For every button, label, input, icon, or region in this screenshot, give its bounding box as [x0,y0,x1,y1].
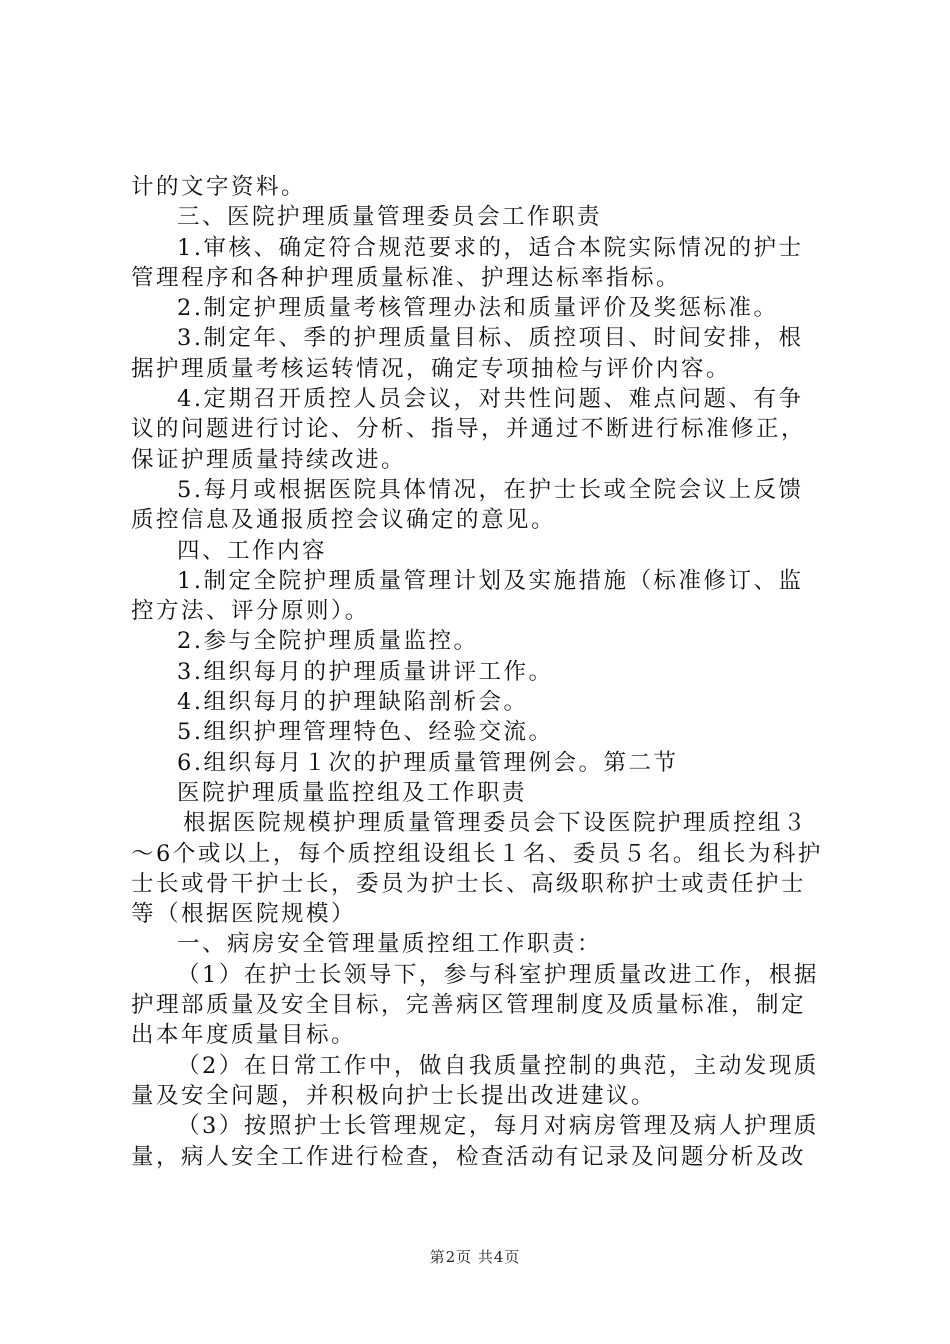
section-heading: 一、病房安全管理量质控组工作职责： [177,931,603,958]
text-line: （2）在日常工作中，做自我质量控制的典范，主动发现质 [177,1052,819,1079]
text-line: 6.组织每月１次的护理质量管理例会。第二节 [177,749,679,776]
text-line: 出本年度质量目标。 [131,1022,357,1049]
text-line: 据护理质量考核运转情况，确定专项抽检与评价内容。 [131,355,732,382]
section-heading: 医院护理质量监控组及工作职责 [177,779,528,806]
text-line: 3.组织每月的护理质量讲评工作。 [177,658,554,685]
text-line: 4.组织每月的护理缺陷剖析会。 [177,689,529,716]
text-line: 1.制定全院护理质量管理计划及实施措施（标准修订、监 [177,567,804,594]
text-line: 1.审核、确定符合规范要求的，适合本院实际情况的护士 [177,234,804,261]
text-line: 5.每月或根据医院具体情况，在护士长或全院会议上反馈 [177,476,804,503]
text-line: 等（根据医院规模） [131,901,357,928]
text-line: 士长或骨干护士长，委员为护士长、高级职称护士或责任护士 [131,870,807,897]
text-line: 4.定期召开质控人员会议，对共性问题、难点问题、有争 [177,386,804,413]
text-line: （1）在护士长领导下，参与科室护理质量改进工作，根据 [177,961,819,988]
text-line: 2.参与全院护理质量监控。 [177,628,479,655]
document-body [131,172,831,1172]
text-line: 管理程序和各种护理质量标准、护理达标率指标。 [131,264,682,291]
text-line: 保证护理质量持续改进。 [131,446,407,473]
section-heading: 四、工作内容 [177,537,328,564]
text-line: 量，病人安全工作进行检查，检查活动有记录及问题分析及改 [131,1143,807,1170]
text-line: 议的问题进行讨论、分析、指导，并通过不断进行标准修正， [131,416,807,443]
text-line: 3.制定年、季的护理质量目标、质控项目、时间安排，根 [177,325,804,352]
text-line: ～6个或以上，每个质控组设组长１名、委员５名。组长为科护 [131,840,823,867]
text-line: 控方法、评分原则）。 [131,598,370,625]
text-line: 计的文字资料。 [131,174,307,200]
text-line: 根据医院规模护理质量管理委员会下设医院护理质控组３ [183,810,809,837]
text-line: 量及安全问题，并积极向护士长提出改进建议。 [131,1082,657,1109]
text-line: 2.制定护理质量考核管理办法和质量评价及奖惩标准。 [177,295,779,322]
section-heading: 三、医院护理质量管理委员会工作职责 [177,204,603,231]
text-line: （3）按照护士长管理规定，每月对病房管理及病人护理质 [177,1113,819,1140]
text-line: 护理部质量及安全目标，完善病区管理制度及质量标准，制定 [131,992,807,1019]
text-line: 5.组织护理管理特色、经验交流。 [177,719,554,746]
text-line: 质控信息及通报质控会议确定的意见。 [131,507,557,534]
page-number-footer: 第2页 共4页 [429,1248,521,1266]
